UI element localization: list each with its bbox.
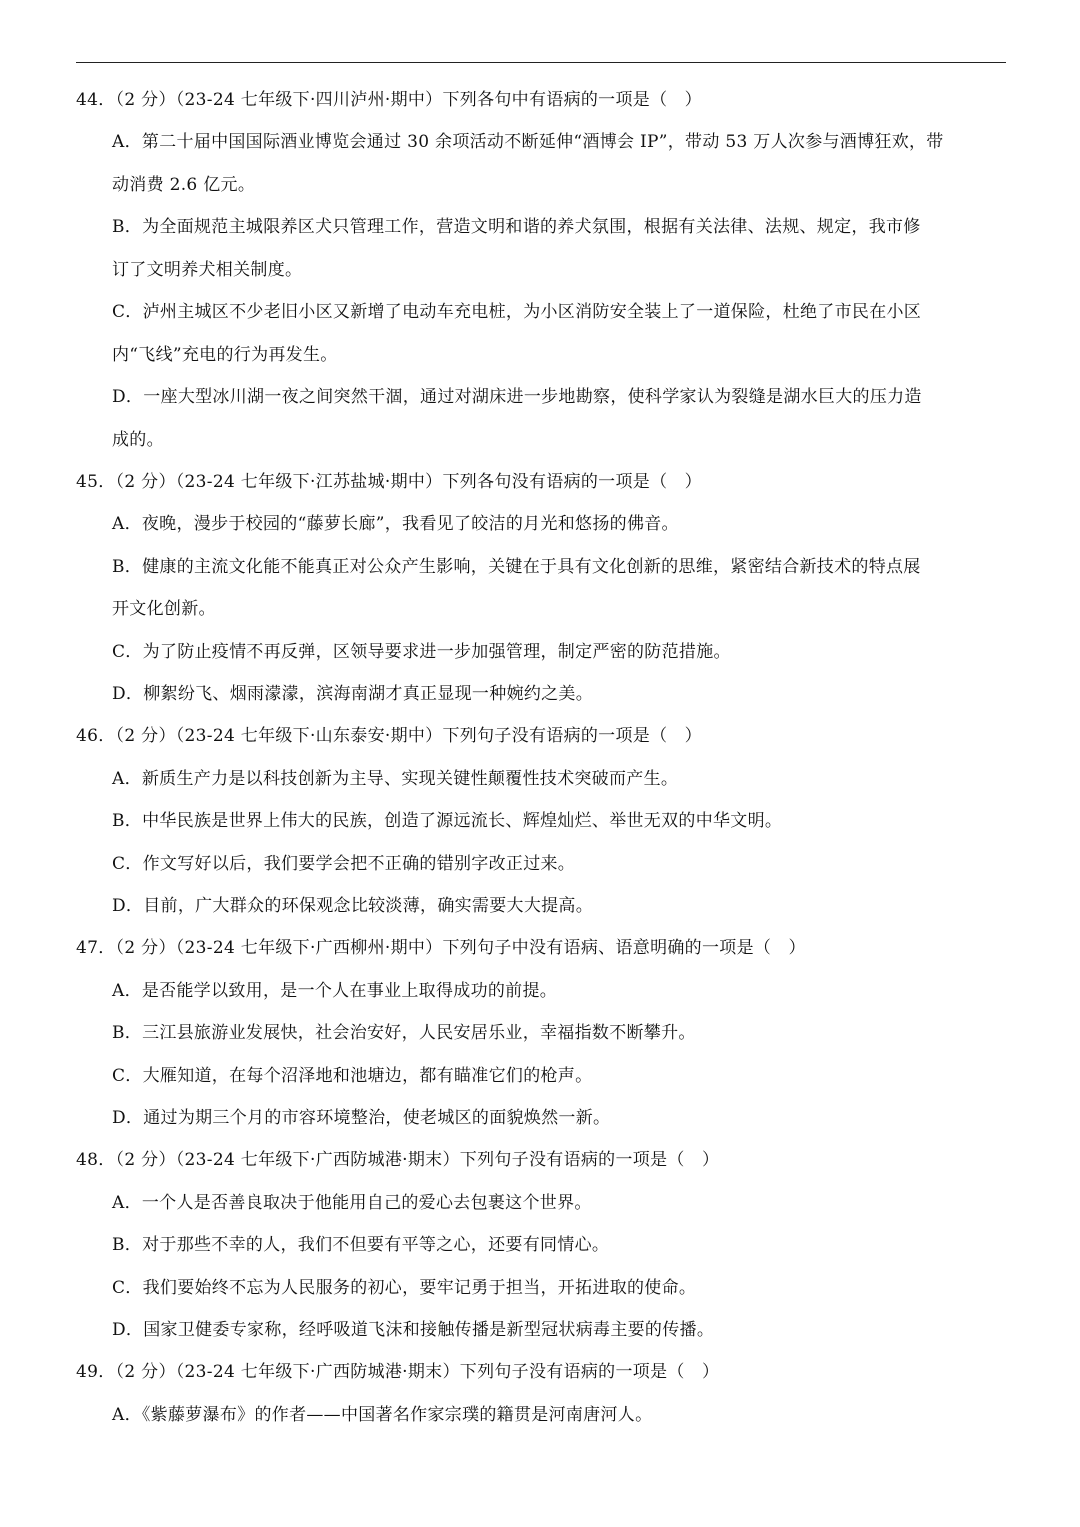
question-47-option-d: D．通过为期三个月的市容环境整治，使老城区的面貌焕然一新。 bbox=[112, 1108, 611, 1128]
question-47-stem: 47．（2 分）（23-24 七年级下·广西柳州·期中）下列句子中没有语病、语意明确的一项是（ ） bbox=[76, 938, 806, 958]
question-47-option-b: B．三江县旅游业发展快，社会治安好，人民安居乐业，幸福指数不断攀升。 bbox=[112, 1023, 696, 1043]
question-46-option-d: D．目前，广大群众的环保观念比较淡薄，确实需要大大提高。 bbox=[112, 896, 594, 916]
question-46-option-b: B．中华民族是世界上伟大的民族，创造了源远流长、辉煌灿烂、举世无双的中华文明。 bbox=[112, 811, 783, 831]
question-44-option-a: A．第二十届中国国际酒业博览会通过 30 余项活动不断延伸“酒博会 IP”，带动 53 万人次参与酒博狂欢，带 bbox=[112, 132, 944, 152]
question-46-stem: 46．（2 分）（23-24 七年级下·山东泰安·期中）下列句子没有语病的一项是（ ） bbox=[76, 726, 702, 746]
question-45-option-a: A．夜晚，漫步于校园的“藤萝长廊”，我看见了皎洁的月光和悠扬的佛音。 bbox=[112, 514, 679, 534]
question-45-option-b: B．健康的主流文化能不能真正对公众产生影响，关键在于具有文化创新的思维，紧密结合新技术的特点展 bbox=[112, 557, 921, 577]
question-44-option-c-cont: 内“飞线”充电的行为再发生。 bbox=[112, 345, 338, 365]
header-rule bbox=[76, 62, 1006, 63]
question-49-stem: 49．（2 分）（23-24 七年级下·广西防城港·期末）下列句子没有语病的一项是（ ） bbox=[76, 1362, 720, 1382]
question-47-option-c: C．大雁知道，在每个沼泽地和池塘边，都有瞄准它们的枪声。 bbox=[112, 1066, 593, 1086]
question-48-stem: 48．（2 分）（23-24 七年级下·广西防城港·期末）下列句子没有语病的一项是（ ） bbox=[76, 1150, 720, 1170]
question-45-stem: 45．（2 分）（23-24 七年级下·江苏盐城·期中）下列各句没有语病的一项是（ ） bbox=[76, 472, 702, 492]
question-44-stem: 44．（2 分）（23-24 七年级下·四川泸州·期中）下列各句中有语病的一项是（ ） bbox=[76, 90, 702, 110]
question-48-option-d: D．国家卫健委专家称，经呼吸道飞沫和接触传播是新型冠状病毒主要的传播。 bbox=[112, 1320, 715, 1340]
question-44-option-b-cont: 订了文明养犬相关制度。 bbox=[112, 260, 303, 280]
question-46-option-c: C．作文写好以后，我们要学会把不正确的错别字改正过来。 bbox=[112, 854, 576, 874]
question-45-option-b-cont: 开文化创新。 bbox=[112, 599, 216, 619]
question-48-option-c: C．我们要始终不忘为人民服务的初心，要牢记勇于担当，开拓进取的使命。 bbox=[112, 1278, 697, 1298]
question-48-option-b: B．对于那些不幸的人，我们不但要有平等之心，还要有同情心。 bbox=[112, 1235, 610, 1255]
question-44-option-b: B．为全面规范主城限养区犬只管理工作，营造文明和谐的养犬氛围，根据有关法律、法规、规定，我市修 bbox=[112, 217, 921, 237]
question-46-option-a: A．新质生产力是以科技创新为主导、实现关键性颠覆性技术突破而产生。 bbox=[112, 769, 679, 789]
question-45-option-c: C．为了防止疫情不再反弹，区领导要求进一步加强管理，制定严密的防范措施。 bbox=[112, 642, 731, 662]
question-44-option-a-cont: 动消费 2.6 亿元。 bbox=[112, 175, 256, 195]
question-44-option-d-cont: 成的。 bbox=[112, 430, 164, 450]
question-49-option-a: A．《紫藤萝瀑布》的作者——中国著名作家宗璞的籍贯是河南唐河人。 bbox=[112, 1405, 653, 1425]
question-44-option-d: D．一座大型冰川湖一夜之间突然干涸，通过对湖床进一步地勘察，使科学家认为裂缝是湖水巨大的压力造 bbox=[112, 387, 922, 407]
question-45-option-d: D．柳絮纷飞、烟雨濛濛，滨海南湖才真正显现一种婉约之美。 bbox=[112, 684, 594, 704]
question-47-option-a: A．是否能学以致用，是一个人在事业上取得成功的前提。 bbox=[112, 981, 558, 1001]
question-44-option-c: C．泸州主城区不少老旧小区又新增了电动车充电桩，为小区消防安全装上了一道保险，杜绝了市民在小区 bbox=[112, 302, 922, 322]
question-48-option-a: A．一个人是否善良取决于他能用自己的爱心去包裹这个世界。 bbox=[112, 1193, 592, 1213]
